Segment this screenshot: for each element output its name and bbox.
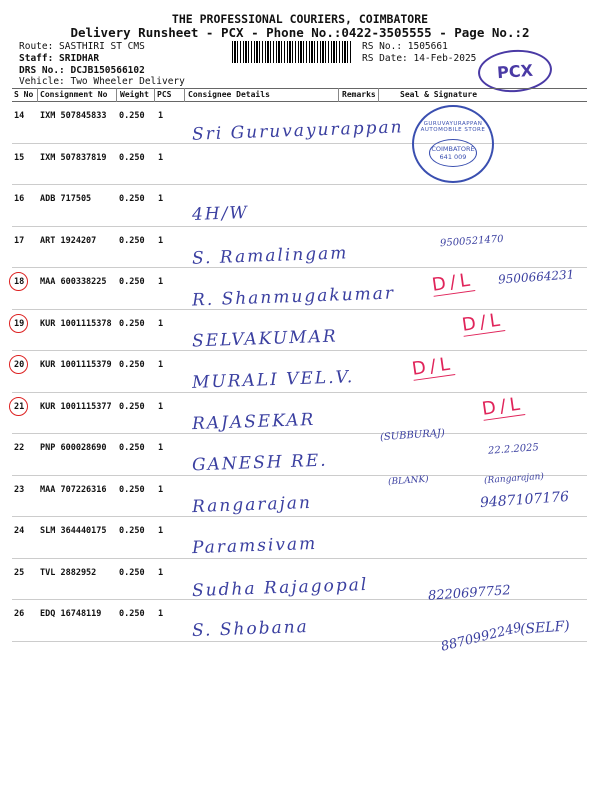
row-divider (12, 143, 587, 144)
cell-weight: 0.250 (119, 443, 145, 453)
rs-number: RS No.: 1505661 (362, 41, 448, 52)
row-divider (12, 184, 587, 185)
cell-sno: 14 (14, 111, 25, 121)
cell-weight: 0.250 (119, 609, 145, 619)
remark-phone-23: 9487107176 (479, 488, 570, 512)
header-top-rule (12, 88, 587, 89)
table-row (0, 319, 600, 360)
consignee-signature: R. Shanmugakumar (191, 283, 396, 311)
row-divider (12, 558, 587, 559)
seal-outer-text: GURUVAYURAPPAN AUTOMOBILE STORE (420, 121, 486, 133)
row-divider (12, 226, 587, 227)
cell-pcs: 1 (158, 567, 164, 578)
cell-sno: 23 (14, 484, 25, 495)
cell-weight: 0.250 (119, 318, 145, 329)
cell-sno: 20 (14, 360, 25, 370)
cell-weight: 0.250 (119, 111, 145, 121)
delivered-mark: D/L (410, 353, 456, 380)
cell-weight: 0.250 (119, 567, 145, 578)
cell-pcs: 1 (158, 360, 164, 370)
cell-cons: KUR 1001115378 (40, 318, 112, 329)
seal-inner (429, 139, 477, 167)
serial-circle (9, 314, 28, 333)
col-divider (116, 88, 117, 102)
staff-label: Staff: (19, 53, 60, 64)
cell-weight: 0.250 (119, 484, 145, 495)
cell-cons: PNP 600028690 (40, 443, 107, 453)
cell-sno: 24 (14, 526, 25, 536)
col-divider (378, 88, 379, 102)
cell-pcs: 1 (158, 318, 164, 329)
cell-sno: 19 (14, 318, 25, 329)
pcx-stamp: PCX (477, 47, 554, 94)
vehicle-info: Vehicle: Two Wheeler Delivery (19, 76, 185, 87)
cell-sno: 21 (14, 401, 25, 412)
cell-cons: ADB 717505 (40, 194, 92, 204)
cell-weight: 0.250 (119, 401, 145, 412)
col-divider (37, 88, 38, 102)
remark-date-22: 22.2.2025 (487, 442, 540, 457)
cell-weight: 0.250 (119, 152, 145, 163)
consignee-signature: Paramsivam (191, 533, 318, 559)
staff-info (19, 53, 99, 66)
cell-pcs: 1 (158, 526, 164, 536)
serial-circle (9, 272, 28, 291)
row-divider (12, 392, 587, 393)
table-row (0, 194, 600, 235)
row-divider (12, 641, 587, 642)
cell-weight: 0.250 (119, 277, 145, 287)
remark-note-23: (BLANK) (387, 474, 430, 488)
cell-pcs: 1 (158, 111, 164, 121)
header-bottom-rule (12, 101, 587, 102)
remark-note-23b: (Rangarajan) (483, 471, 545, 487)
cell-sno: 26 (14, 609, 25, 619)
consignee-signature: Sudha Rajagopal (191, 574, 369, 601)
cell-sno: 22 (14, 443, 25, 453)
consignee-signature: GANESH RE. (191, 450, 328, 476)
remark-phone-18: 9500664231 (497, 267, 575, 287)
cell-cons: MAA 707226316 (40, 484, 107, 495)
consignee-signature: Sri Guruvayurappan (191, 117, 404, 145)
col-divider (184, 88, 185, 102)
cell-cons: EDQ 16748119 (40, 609, 102, 619)
row-divider (12, 350, 587, 351)
cell-sno: 18 (14, 277, 25, 287)
consignee-signature: MURALI VEL.V. (191, 367, 355, 393)
cell-weight: 0.250 (119, 526, 145, 536)
row-divider (12, 433, 587, 434)
col-divider (154, 88, 155, 102)
cell-pcs: 1 (158, 194, 164, 204)
cell-cons: IXM 507837819 (40, 152, 107, 163)
col-seal: Seal & Signature (400, 90, 478, 99)
cell-weight: 0.250 (119, 360, 145, 370)
cell-sno: 15 (14, 152, 25, 163)
cell-pcs: 1 (158, 235, 164, 246)
route-info: Route: SASTHIRI ST CMS (19, 41, 145, 52)
cell-cons: SLM 364440175 (40, 526, 107, 536)
consignee-signature: RAJASEKAR (191, 409, 316, 434)
col-consignment: Consignment No (40, 90, 108, 99)
cell-cons: MAA 600338225 (40, 277, 107, 287)
cell-weight: 0.250 (119, 235, 145, 246)
drs-info: DRS No.: DCJB150566102 (19, 65, 145, 76)
col-weight: Weight (120, 90, 149, 99)
company-seal (412, 105, 494, 183)
remark-note-22: (SUBBURAJ) (379, 427, 446, 444)
consignee-signature: S. Shobana (191, 616, 310, 642)
row-divider (12, 599, 587, 600)
col-consignee: Consignee Details (188, 90, 270, 99)
cell-weight: 0.250 (119, 194, 145, 204)
row-divider (12, 516, 587, 517)
cell-cons: IXM 507845833 (40, 111, 107, 121)
consignee-signature: SELVAKUMAR (191, 325, 338, 352)
company-title: THE PROFESSIONAL COURIERS, COIMBATORE (171, 12, 429, 26)
delivered-mark: D/L (460, 309, 506, 336)
consignee-signature: S. Ramalingam (191, 242, 349, 269)
cell-sno: 25 (14, 567, 25, 578)
col-divider (338, 88, 339, 102)
remark-phone-17: 9500521470 (439, 233, 504, 250)
remark-phone-26: 8870992249 (439, 620, 524, 655)
cell-pcs: 1 (158, 443, 164, 453)
consignee-signature: 4H/W (191, 203, 250, 225)
cell-cons: KUR 1001115379 (40, 360, 112, 370)
cell-pcs: 1 (158, 277, 164, 287)
delivered-mark: D/L (480, 393, 526, 420)
cell-cons: ART 1924207 (40, 235, 97, 246)
seal-city: COIMBATORE (431, 145, 475, 153)
staff-name: SRIDHAR (59, 53, 100, 64)
col-sno: S No (14, 90, 34, 99)
remark-self: (SELF) (519, 618, 571, 638)
seal-pin: 641 009 (439, 153, 467, 161)
consignee-signature: Rangarajan (191, 492, 313, 517)
barcode (232, 41, 352, 63)
rs-date: RS Date: 14-Feb-2025 (362, 53, 477, 64)
cell-cons: TVL 2882952 (40, 567, 97, 578)
table-row (0, 233, 600, 277)
cell-sno: 16 (14, 194, 25, 204)
cell-pcs: 1 (158, 152, 164, 163)
cell-pcs: 1 (158, 484, 164, 495)
cell-pcs: 1 (158, 609, 164, 619)
delivered-mark: D/L (430, 269, 476, 296)
serial-circle (9, 355, 28, 374)
cell-sno: 17 (14, 235, 25, 246)
col-pcs: PCS (157, 90, 172, 99)
table-row (0, 526, 600, 567)
table-row (0, 153, 600, 194)
cell-pcs: 1 (158, 401, 164, 412)
table-row (0, 111, 600, 152)
row-divider (12, 267, 587, 268)
serial-circle (9, 397, 28, 416)
cell-cons: KUR 1001115377 (40, 401, 112, 412)
remark-phone-25: 8220697752 (427, 583, 512, 604)
runsheet-subtitle: Delivery Runsheet - PCX - Phone No.:0422-3505555 - Page No.:2 (70, 25, 530, 40)
col-remarks: Remarks (342, 90, 376, 99)
